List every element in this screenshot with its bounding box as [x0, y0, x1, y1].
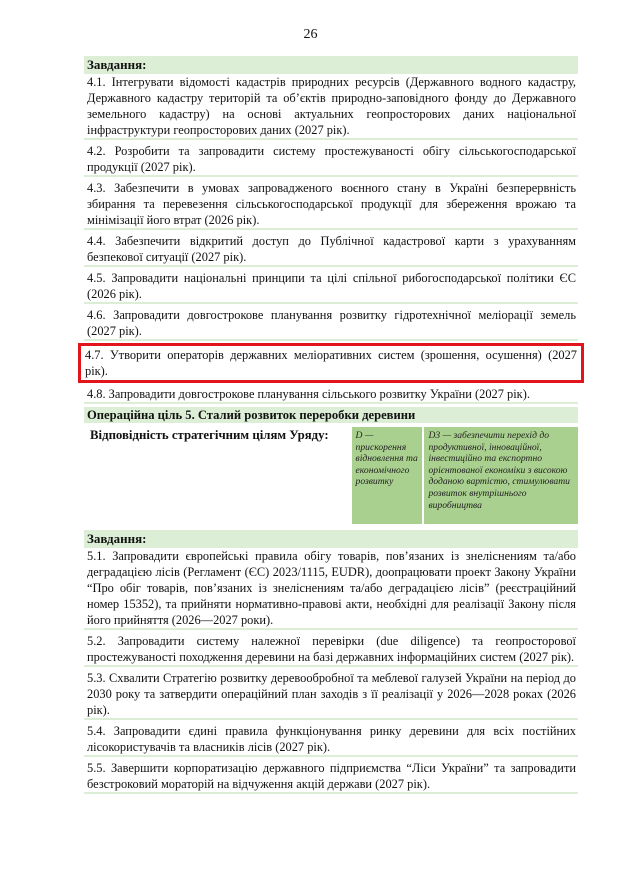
task-4-1: 4.1. Інтегрувати відомості кадастрів природних ресурсів (Державного водного кадастру, Державного кадастру територій та об’єктів природно-заповідного фонду до Державного земельного кадастру) на основі актуальних геопросторових даних національної інфраструктури геопросторових даних (2027 рік).: [84, 74, 578, 140]
tasks-header-2: Завдання:: [84, 530, 578, 548]
task-4-8: 4.8. Запровадити довгострокове планування сільського розвитку України (2027 рік).: [84, 386, 578, 404]
strategic-goal-d3: D3 — забезпечити перехід до продуктивної, інноваційної, інвестиційно та експортно орієнтованої економіки з високою доданою вартістю, стимулювати розвиток внутрішнього виробництва: [424, 427, 578, 524]
task-4-3: 4.3. Забезпечити в умовах запровадженого воєнного стану в Україні безперервність збирання та перевезення сільськогосподарської продукції для збереження врожаю та мінімізації його втрат (2026 рік).: [84, 180, 578, 230]
tasks-header: Завдання:: [84, 56, 578, 74]
task-5-3: 5.3. Схвалити Стратегію розвитку деревообробної та меблевої галузей України на період до 2030 року та затвердити операційний план заходів з її реалізації у 2026—2028 роках (2026 рік).: [84, 670, 578, 720]
page-content: [84, 56, 578, 797]
task-5-4: 5.4. Запровадити єдині правила функціонування ринку деревини для всіх постійних лісокористувачів та власників лісів (2027 рік).: [84, 723, 578, 757]
task-4-2: 4.2. Розробити та запровадити систему простежуваності обігу сільськогосподарської продукції (2027 рік).: [84, 143, 578, 177]
alignment-label: Відповідність стратегічним цілям Уряду:: [90, 428, 329, 442]
strategic-alignment: [84, 427, 578, 524]
task-4-4: 4.4. Забезпечити відкритий доступ до Публічної кадастрової карти з урахуванням безпекової ситуації (2027 рік).: [84, 233, 578, 267]
task-4-5: 4.5. Запровадити національні принципи та цілі спільної рибогосподарської політики ЄС (2026 рік).: [84, 270, 578, 304]
strategic-goal-d: D — прискорення відновлення та економічного розвитку: [352, 427, 423, 524]
task-4-7-highlighted: 4.7. Утворити операторів державних меліоративних систем (зрошення, осушення) (2027 рік).: [78, 343, 584, 383]
task-5-2: 5.2. Запровадити систему належної перевірки (due diligence) та геопросторової простежуваності походження деревини на базі державних інформаційних систем (2027 рік).: [84, 633, 578, 667]
page-number: 26: [303, 27, 318, 42]
task-5-1: 5.1. Запровадити європейські правила обігу товарів, пов’язаних із знеліснениям та/або деградацією лісів (Регламент (ЄС) 2023/1115, EUDR), доопрацювати проект Закону України “Про обіг товарів, пов’язаних із знеліснениям та/або деградацією лісів” (реєстраційний номер 15352), та прийняти нормативно-правові акти, необхідні для реалізації Закону після його прийняття (2026—2027 роки).: [84, 548, 578, 630]
task-5-5: 5.5. Завершити корпоратизацію державного підприємства “Ліси України” та запровадити безстроковий мораторій на відчуження акцій держави (2027 рік).: [84, 760, 578, 794]
operational-goal-title: Операційна ціль 5. Сталий розвиток переробки деревини: [84, 407, 578, 423]
task-4-6: 4.6. Запровадити довгострокове планування розвитку гідротехнічної меліорації земель (2027 рік).: [84, 307, 578, 341]
